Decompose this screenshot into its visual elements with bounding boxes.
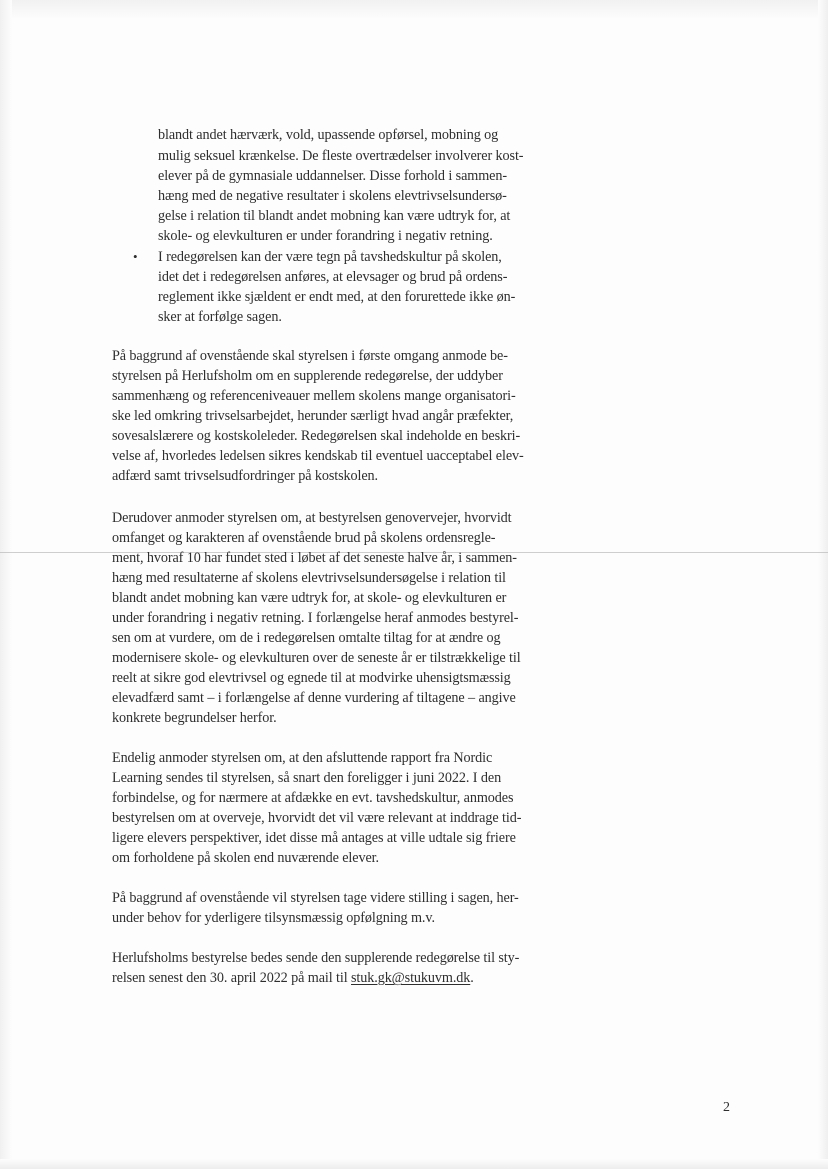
text-line: I redegørelsen kan der være tegn på tavshedskultur på skolen,: [158, 249, 502, 265]
text-line: modernisere skole- og elevkulturen over de seneste år er tilstrækkelige til: [112, 650, 521, 666]
text-line: under behov for yderligere tilsynsmæssig opfølgning m.v.: [112, 910, 435, 926]
text-line: hæng med resultaterne af skolens elevtrivselsundersøgelse i relation til: [112, 570, 506, 586]
bullet-marker: •: [133, 249, 138, 264]
text-line: elevadfærd samt – i forlængelse af denne vurdering af tiltagene – angive: [112, 690, 516, 706]
text-line: blandt andet mobning kan være udtryk for, at skole- og elevkulturen er: [112, 590, 507, 606]
text-line: under forandring i negativ retning. I forlængelse heraf anmodes bestyrel-: [112, 610, 519, 626]
text-line: Learning sendes til styrelsen, så snart den foreligger i juni 2022. I den: [112, 770, 502, 786]
text-line: Herlufsholms bestyrelse bedes sende den supplerende redegørelse til sty-: [112, 950, 520, 966]
text-line: På baggrund af ovenstående skal styrelsen i første omgang anmode be-: [112, 348, 508, 364]
text-line: mulig seksuel krænkelse. De fleste overtrædelser involverer kost-: [158, 148, 524, 164]
text-line: sammenhæng og referenceniveauer mellem skolens mange organisatori-: [112, 388, 516, 404]
text-line: styrelsen på Herlufsholm om en supplerende redegørelse, der uddyber: [112, 368, 503, 384]
email-link[interactable]: stuk.gk@stukuvm.dk: [351, 970, 471, 986]
text-line: omfanget og karakteren af ovenstående brud på skolens ordensregle-: [112, 530, 496, 546]
text-line: hæng med de negative resultater i skolens elevtrivselsundersø-: [158, 188, 507, 204]
page-number: 2: [723, 1100, 730, 1115]
text-line: blandt andet hærværk, vold, upassende opførsel, mobning og: [158, 127, 499, 143]
scan-edge-top: [0, 0, 828, 18]
text-line: velse af, hvorledes ledelsen sikres kendskab til eventuel uacceptabel elev-: [112, 448, 524, 464]
text-line: skole- og elevkulturen er under forandring i negativ retning.: [158, 228, 493, 244]
text-line: konkrete begrundelser herfor.: [112, 710, 277, 726]
text-line: bestyrelsen om at overveje, hvorvidt det vil være relevant at inddrage tid-: [112, 810, 522, 826]
text-segment: relsen senest den 30. april 2022 på mail til: [112, 970, 351, 986]
text-line: Derudover anmoder styrelsen om, at bestyrelsen genovervejer, hvorvidt: [112, 510, 512, 526]
text-line: ment, hvoraf 10 har fundet sted i løbet af det seneste halve år, i sammen-: [112, 550, 517, 566]
text-line: [112, 968, 474, 988]
text-line: forbindelse, og for nærmere at afdække en evt. tavshedskultur, anmodes: [112, 790, 514, 806]
text-line: gelse i relation til blandt andet mobning kan være udtryk for, at: [158, 208, 511, 224]
text-line: På baggrund af ovenstående vil styrelsen tage videre stilling i sagen, her-: [112, 890, 519, 906]
text-line: sen om at vurdere, om de i redegørelsen omtalte tiltag for at ændre og: [112, 630, 501, 646]
text-line: sovesalslærere og kostskoleleder. Redegørelsen skal indeholde en beskri-: [112, 428, 521, 444]
text-line: idet det i redegørelsen anføres, at elevsager og brud på ordens-: [158, 269, 508, 285]
text-line: ske led omkring trivselsarbejdet, herunder særligt hvad angår præfekter,: [112, 408, 514, 424]
scan-edge-right: [818, 0, 828, 1169]
text-line: elever på de gymnasiale uddannelser. Disse forhold i sammen-: [158, 168, 507, 184]
text-line: sker at forfølge sagen.: [158, 309, 282, 325]
text-segment: .: [470, 970, 474, 986]
text-line: Endelig anmoder styrelsen om, at den afsluttende rapport fra Nordic: [112, 750, 493, 766]
scan-edge-bottom: [0, 1159, 828, 1169]
scan-edge-left: [0, 0, 12, 1169]
text-line: reelt at sikre god elevtrivsel og egnede til at modvirke uhensigtsmæssig: [112, 670, 511, 686]
text-line: adfærd samt trivselsudfordringer på kostskolen.: [112, 468, 378, 484]
text-line: ligere elevers perspektiver, idet disse må antages at ville udtale sig friere: [112, 830, 516, 846]
text-line: om forholdene på skolen end nuværende elever.: [112, 850, 379, 866]
text-line: reglement ikke sjældent er endt med, at den forurettede ikke øn-: [158, 289, 516, 305]
